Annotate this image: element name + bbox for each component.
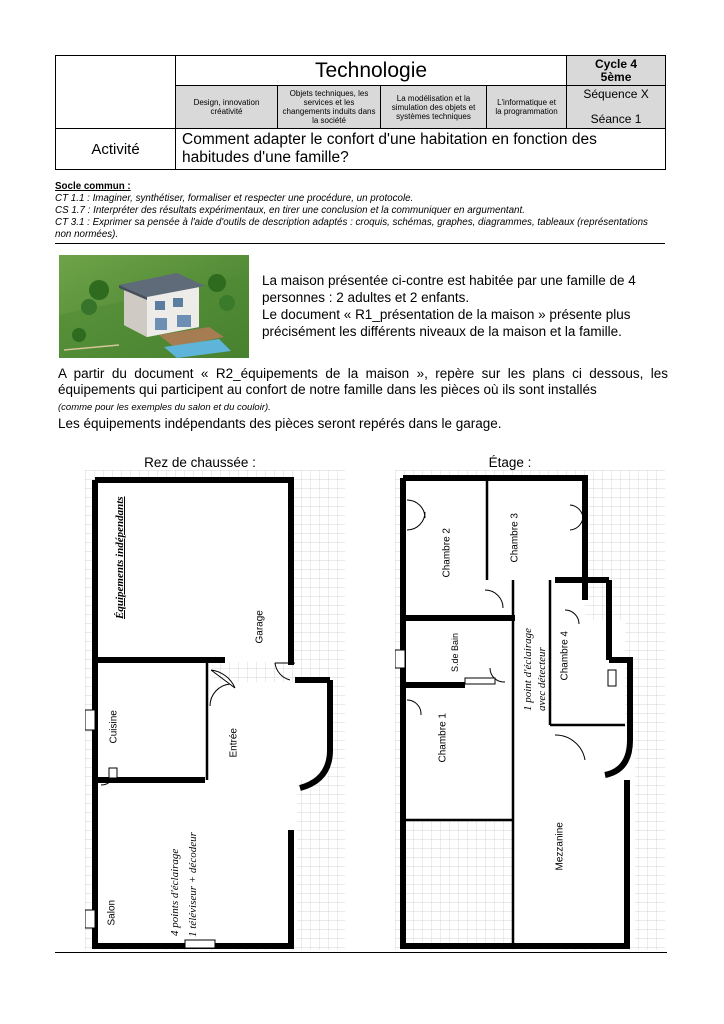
room-entree: Entrée xyxy=(228,728,240,758)
room-chambre-1: Chambre 1 xyxy=(437,713,449,763)
logo-cell xyxy=(56,56,176,129)
instructions-last: Les équipements indépendants des pièces seront repérés dans le garage. xyxy=(58,416,502,431)
hall-note-1: 1 point d'éclairage xyxy=(522,627,534,711)
room-mezzanine: Mezzanine xyxy=(554,822,566,871)
house-3d-image xyxy=(59,255,249,358)
ground-floor-title: Rez de chaussée : xyxy=(144,455,256,470)
competence-3: La modélisation et la simulation des objets et systèmes techniques xyxy=(381,86,487,129)
salon-note-1: 4 points d'éclairage xyxy=(169,848,181,936)
bottom-rule xyxy=(55,952,667,953)
socle-commun xyxy=(55,181,665,244)
grade-label: 5ème xyxy=(600,69,632,84)
socle-item-2: CS 1.7 : Interpréter des résultats expérimentaux, en tirer une conclusion et la communiquer en argumentant. xyxy=(55,205,525,216)
upper-floor-title: Étage : xyxy=(488,455,532,470)
header-table xyxy=(55,55,666,170)
hall-note-2: avec détecteur xyxy=(536,647,548,711)
instructions-note: (comme pour les exemples du salon et du couloir). xyxy=(58,402,271,413)
room-chambre-4: Chambre 4 xyxy=(559,631,571,681)
room-chambre-2: Chambre 2 xyxy=(441,528,453,578)
socle-title: Socle commun : xyxy=(55,181,131,192)
subject-title: Technologie xyxy=(176,56,567,86)
salon-note-2: 1 téléviseur + décodeur xyxy=(187,832,199,937)
activity-label: Activité xyxy=(56,129,176,170)
intro-line-1: La maison présentée ci-contre est habitée par une famille de 4 personnes : 2 adultes et 2 enfants. xyxy=(262,273,636,305)
instructions xyxy=(58,366,668,432)
competence-1: Design, innovation créativité xyxy=(176,86,278,129)
room-equipements-independants: Équipements indépendants xyxy=(114,496,126,619)
seance-label: Séance 1 xyxy=(590,112,642,126)
room-cuisine: Cuisine xyxy=(108,710,120,744)
intro-line-2: Le document « R1_présentation de la maison » présente plus précisément les différents niveaux de la maison et la famille. xyxy=(262,307,631,339)
socle-item-1: CT 1.1 : Imaginer, synthétiser, formaliser et respecter une procédure, un protocole. xyxy=(55,193,414,204)
room-garage: Garage xyxy=(254,610,266,644)
room-salon: Salon xyxy=(106,899,118,926)
sequence-label: Séquence X xyxy=(583,87,649,101)
cycle-label: Cycle 4 xyxy=(595,56,638,71)
instructions-main: A partir du document « R2_équipements de la maison », repère sur les plans ci dessous, les équipements qui participent au confort de notre famille dans les pièces où ils sont installés xyxy=(58,366,668,397)
socle-item-3: CT 3.1 : Exprimer sa pensée à l'aide d'outils de description adaptés : croquis, schémas, graphes, diagrammes, tableaux (représentations non normées). xyxy=(55,217,648,240)
competence-2: Objets techniques, les services et les changements induits dans la société xyxy=(278,86,381,129)
sequence-cell xyxy=(567,86,666,129)
room-salle-de-bain: S.de Bain xyxy=(450,632,460,672)
activity-question: Comment adapter le confort d'une habitation en fonction des habitudes d'une famille? xyxy=(176,129,666,170)
cycle-cell xyxy=(567,56,666,86)
intro-text xyxy=(262,272,667,340)
room-chambre-3: Chambre 3 xyxy=(509,513,521,563)
competence-4: L'informatique et la programmation xyxy=(487,86,567,129)
